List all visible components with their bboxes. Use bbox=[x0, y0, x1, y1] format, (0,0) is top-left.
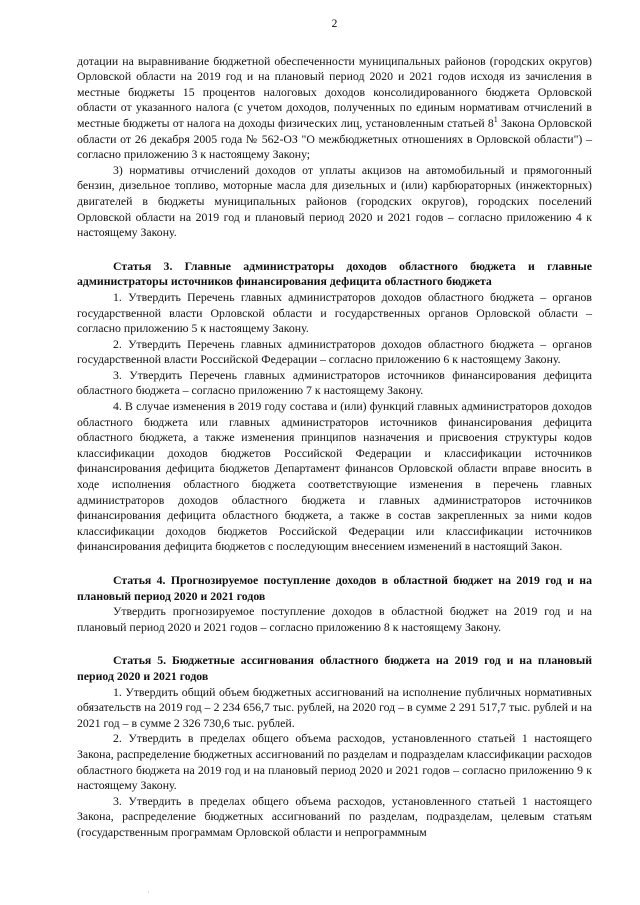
bottom-mark: · bbox=[147, 887, 150, 897]
paragraph-subsidy-text: дотации на выравнивание бюджетной обеспеченности муниципальных районов (городских округов) Орловской области на 2019 год и на плановый период 2020 и 2021 годов исходя из зачисления в местные бюджеты 15 процентов налоговых доходов консолидированного бюджета Орловской области от указанного налога (с учетом доходов, полученных по единым нормативам отчислений в местные бюджеты от налога на доходы физических лиц, установленным статьей 8 bbox=[77, 53, 592, 130]
article-3-item: 1. Утвердить Перечень главных администраторов доходов областного бюджета – органов государственной власти Орловской области и государственных органов Орловской области – согласно приложению 5 к настоящему Закону. bbox=[77, 289, 592, 336]
article-5-heading: Статья 5. Бюджетные ассигнования областного бюджета на 2019 год и на плановый период 2020 и 2021 годов bbox=[77, 653, 592, 683]
superscript: 1 bbox=[493, 115, 498, 125]
paragraph-subsidy bbox=[77, 54, 592, 163]
article-3-item: 3. Утвердить Перечень главных администраторов источников финансирования дефицита областного бюджета – согласно приложению 7 к настоящему Закону. bbox=[77, 367, 592, 398]
article-3-item: 4. В случае изменения в 2019 году состава и (или) функций главных администраторов доходов областного бюджета или главных администраторов источников финансирования дефицита областного бюджета, а также изменения принципов назначения и присвоения структуры кодов классификации доходов бюджетов Российской Федерации и классификации источников финансирования дефицита бюджетов Департамент финансов Орловской области вправе вносить в ходе исполнения областного бюджета соответствующие изменения в перечень главных администраторов доходов областного бюджета и главных администраторов источников финансирования дефицита областного бюджета, а также в состав закрепленных за ними кодов классификации доходов бюджетов Российской Федерации или классификации источников финансирования дефицита бюджетов с последующим внесением изменений в настоящий Закон. bbox=[77, 399, 592, 554]
article-5-item: 2. Утвердить в пределах общего объема расходов, установленного статьей 1 настоящего Закона, распределение бюджетных ассигнований по разделам и подразделам классификации расходов областного бюджета на 2019 год и на плановый период 2020 и 2021 годов – согласно приложению 9 к настоящему Закону. bbox=[77, 731, 592, 793]
article-3-heading: Статья 3. Главные администраторы доходов областного бюджета и главные администраторы источников финансирования дефицита областного бюджета bbox=[77, 258, 592, 289]
article-3-item: 2. Утвердить Перечень главных администраторов доходов областного бюджета – органов государственной власти Российской Федерации – согласно приложению 6 к настоящему Закону. bbox=[77, 336, 592, 367]
article-5-item: 1. Утвердить общий объем бюджетных ассигнований на исполнение публичных нормативных обязательств на 2019 год – 2 234 656,7 тыс. рублей, на 2020 год – в сумме 2 291 517,7 тыс. рублей и на 2021 год – в сумме 2 326 730,6 тыс. рублей. bbox=[77, 684, 592, 730]
article-5-item: 3. Утвердить в пределах общего объема расходов, установленного статьей 1 настоящего Закона, распределение бюджетных ассигнований по разделам, подразделам, целевым статьям (государственным программам Орловской области и непрограммным bbox=[77, 793, 592, 839]
paragraph-subsidy-tail: Закона Орловской области от 26 декабря 2005 года № 562-ОЗ "О межбюджетных отношениях в Орловской области") – согласно приложению 3 к настоящему Закону; bbox=[77, 115, 592, 162]
paragraph-excise-norms: 3) нормативы отчислений доходов от уплаты акцизов на автомобильный и прямогонный бензин, дизельное топливо, моторные масла для дизельных и (или) карбюраторных (инжекторных) двигателей в бюджеты муниципальных районов (городских округов), городских поселений Орловской области на 2019 год и плановый период 2020 и 2021 годов – согласно приложению 4 к настоящему Закону. bbox=[77, 162, 592, 240]
article-4-heading: Статья 4. Прогнозируемое поступление доходов в областной бюджет на 2019 год и на плановый период 2020 и 2021 годов bbox=[77, 573, 592, 603]
article-4-item: Утвердить прогнозируемое поступление доходов в областной бюджет на 2019 год и на плановый период 2020 и 2021 годов – согласно приложению 8 к настоящему Закону. bbox=[77, 604, 592, 634]
page-number: 2 bbox=[331, 16, 338, 30]
